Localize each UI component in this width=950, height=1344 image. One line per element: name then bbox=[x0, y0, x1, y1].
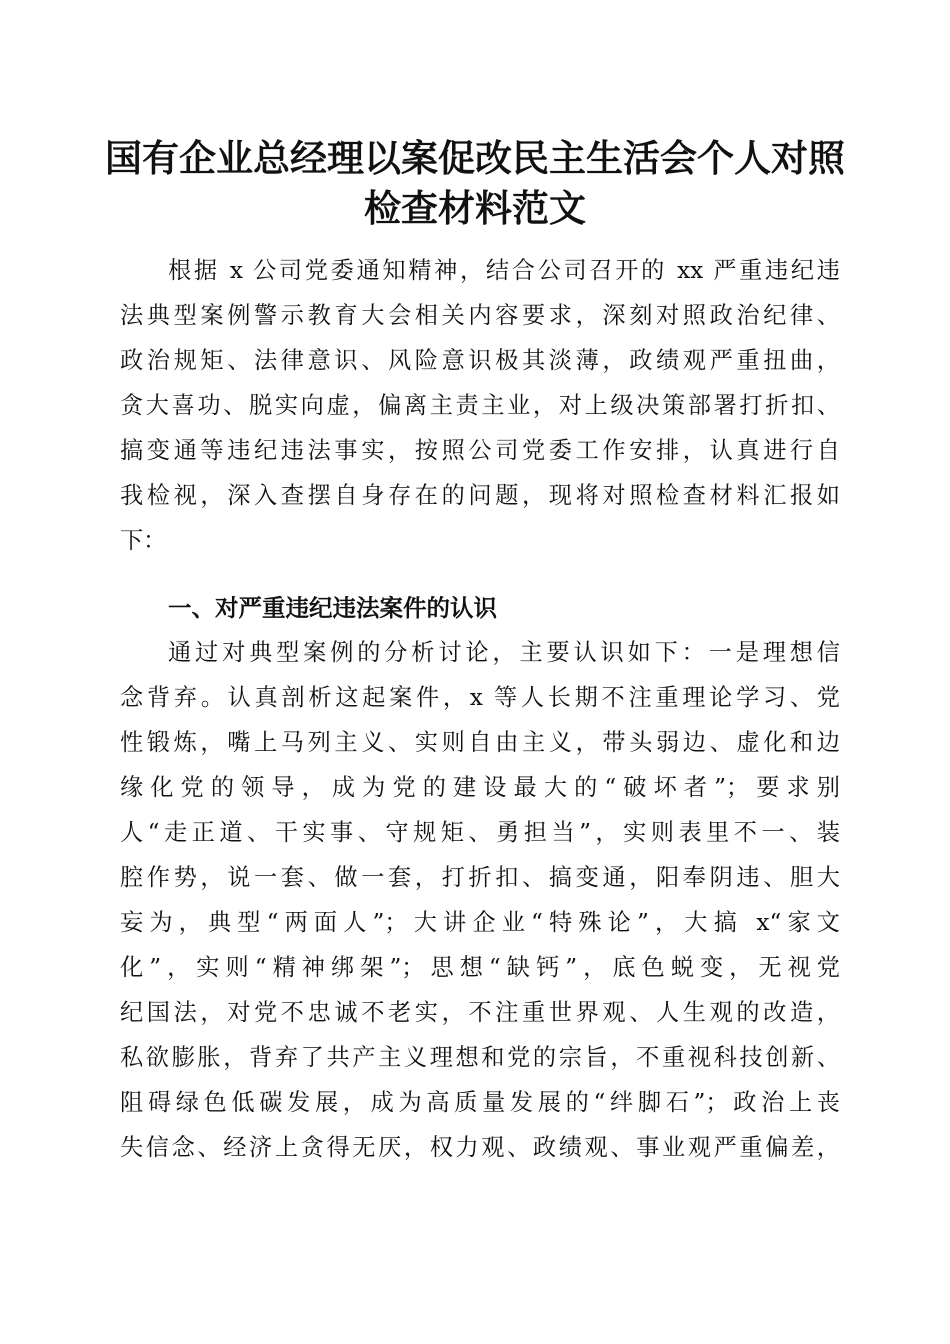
paragraph-2-line-7: 妄为，典型“两面人”；大讲企业“特殊论”，大搞 x“家文 bbox=[120, 909, 840, 936]
paragraph-2-line-3: 性锻炼，嘴上马列主义、实则自由主义，带头弱边、虚化和边 bbox=[120, 729, 840, 756]
paragraph-2-line-6: 腔作势，说一套、做一套，打折扣、搞变通，阳奉阴违、胆大 bbox=[120, 864, 840, 891]
paragraph-2-line-8: 化”，实则“精神绑架”；思想“缺钙”，底色蜕变，无视党 bbox=[120, 954, 840, 981]
document-title-line-1: 国有企业总经理以案促改民主生活会个人对照 bbox=[105, 136, 845, 180]
paragraph-2-line-2: 念背弃。认真剖析这起案件，x 等人长期不注重理论学习、党 bbox=[120, 684, 840, 711]
paragraph-1-line-4: 贪大喜功、脱实向虚，偏离主责主业，对上级决策部署打折扣、 bbox=[120, 392, 840, 419]
paragraph-2-line-4: 缘化党的领导，成为党的建设最大的“破坏者”；要求别 bbox=[120, 774, 840, 801]
paragraph-1-line-3: 政治规矩、法律意识、风险意识极其淡薄，政绩观严重扭曲， bbox=[120, 347, 840, 374]
section-1-heading: 一、对严重违纪违法案件的认识 bbox=[168, 594, 497, 622]
paragraph-1-line-6: 我检视，深入查摆自身存在的问题，现将对照检查材料汇报如 bbox=[120, 482, 840, 509]
paragraph-2-line-10: 私欲膨胀，背弃了共产主义理想和党的宗旨，不重视科技创新、 bbox=[120, 1044, 840, 1071]
paragraph-2-line-11: 阻碍绿色低碳发展，成为高质量发展的“绊脚石”；政治上丧 bbox=[120, 1089, 840, 1116]
paragraph-2-line-12: 失信念、经济上贪得无厌，权力观、政绩观、事业观严重偏差， bbox=[120, 1134, 840, 1161]
paragraph-1-line-5: 搞变通等违纪违法事实，按照公司党委工作安排，认真进行自 bbox=[120, 437, 840, 464]
paragraph-1-line-7: 下： bbox=[120, 527, 167, 554]
paragraph-2-line-1: 通过对典型案例的分析讨论，主要认识如下：一是理想信 bbox=[168, 639, 840, 666]
paragraph-2-line-9: 纪国法，对党不忠诚不老实，不注重世界观、人生观的改造， bbox=[120, 999, 840, 1026]
paragraph-2-line-5: 人“走正道、干实事、守规矩、勇担当”，实则表里不一、装 bbox=[120, 819, 840, 846]
document-title-line-2: 检查材料范文 bbox=[364, 186, 586, 230]
paragraph-1-line-1: 根据 x 公司党委通知精神，结合公司召开的 xx 严重违纪违 bbox=[168, 257, 840, 284]
paragraph-1-line-2: 法典型案例警示教育大会相关内容要求，深刻对照政治纪律、 bbox=[120, 302, 840, 329]
